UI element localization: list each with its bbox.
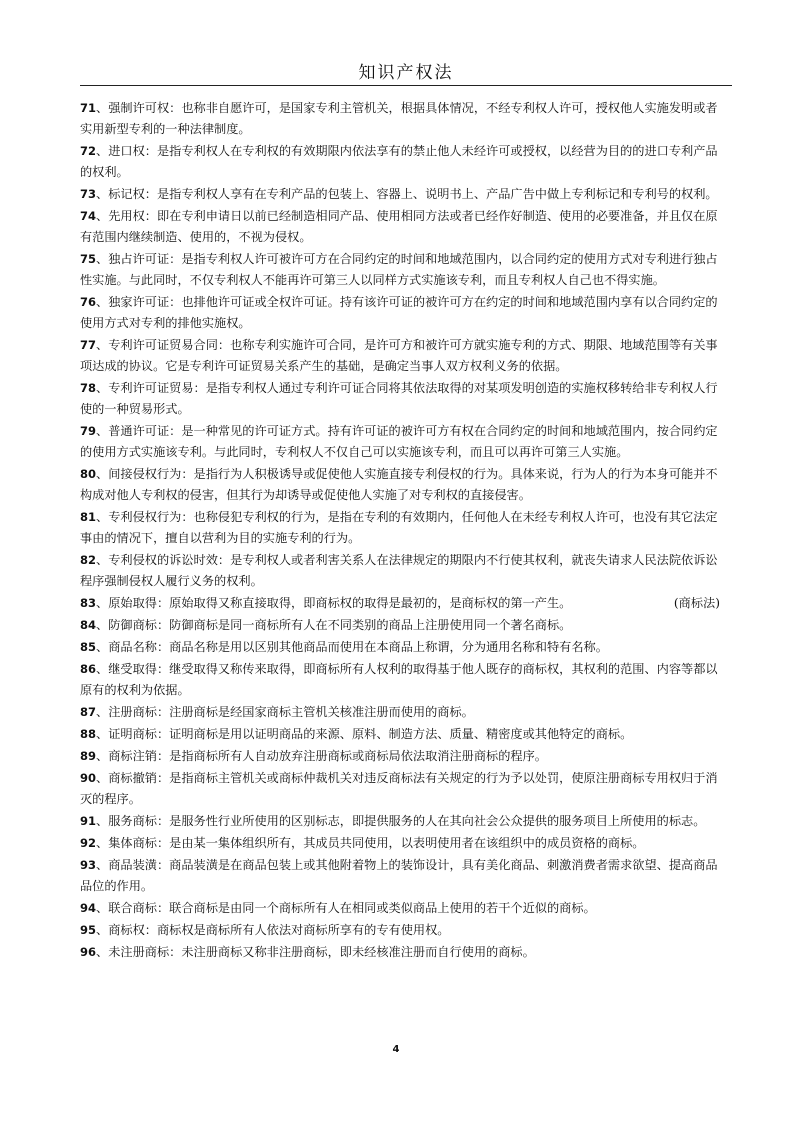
entry-text: 、商标注销：是指商标所有人自动放弃注册商标或商标局依法取消注册商标的程序。 (96, 749, 547, 763)
glossary-entry (80, 746, 720, 767)
entry-number: 96 (80, 945, 97, 959)
glossary-entry (80, 464, 720, 506)
glossary-entry (80, 702, 720, 723)
entry-text: 、继受取得：继受取得又称传来取得，即商标所有人权利的取得基于他人既存的商标权，其权利的范围、内容等都以原有的权利为依据。 (80, 662, 718, 697)
entry-number: 74 (80, 209, 97, 223)
entry-number: 87 (80, 705, 97, 719)
entry-number: 86 (80, 662, 97, 676)
section-tag: (商标法) (673, 596, 720, 610)
entry-text: 、专利许可证贸易：是指专利权人通过专利许可证合同将其依法取得的对某项发明创造的实施权移转给非专利权人行使的一种贸易形式。 (80, 381, 718, 416)
glossary-content (80, 98, 720, 963)
glossary-entry (80, 615, 720, 636)
glossary-entry (80, 637, 720, 658)
entry-number: 92 (80, 836, 97, 850)
entry-number: 91 (80, 814, 97, 828)
entry-text: 、进口权：是指专利权人在专利权的有效期限内依法享有的禁止他人未经许可或授权，以经营为目的的进口专利产品的权利。 (80, 144, 718, 179)
entry-text: 、间接侵权行为：是指行为人积极诱导或促使他人实施直接专利侵权的行为。具体来说，行为人的行为本身可能并不构成对他人专利权的侵害，但其行为却诱导或促使他人实施了对专利权的直接侵害。 (80, 467, 718, 502)
glossary-entry (80, 724, 720, 745)
page-number: 4 (392, 1044, 400, 1055)
entry-text: 、防御商标：防御商标是同一商标所有人在不同类别的商品上注册使用同一个著名商标。 (96, 618, 572, 632)
entry-text: 、服务商标：是服务性行业所使用的区别标志，即提供服务的人在其向社会公众提供的服务项目上所使用的标志。 (96, 814, 706, 828)
entry-text: 、集体商标：是由某一集体组织所有，其成员共同使用，以表明使用者在该组织中的成员资格的商标。 (96, 836, 645, 850)
entry-text: 、普通许可证：是一种常见的许可证方式。持有许可证的被许可方有权在合同约定的时间和地域范围内，按合同约定的使用方式实施该专利。与此同时，专利权人不仅自己可以实施该专利，而且可以再许可第三人实施。 (80, 424, 718, 459)
glossary-entry (80, 507, 720, 549)
entry-text: 、商品名称：商品名称是用以区别其他商品而使用在本商品上称谓，分为通用名称和特有名称。 (96, 640, 608, 654)
entry-number: 93 (80, 858, 97, 872)
entry-text: 、证明商标：证明商标是用以证明商品的来源、原料、制造方法、质量、精密度或其他特定的商标。 (96, 727, 633, 741)
glossary-entry (80, 249, 720, 291)
entry-number: 88 (80, 727, 97, 741)
glossary-entry (80, 98, 720, 140)
entry-text: 、商标撤销：是指商标主管机关或商标仲裁机关对违反商标法有关规定的行为予以处罚，使原注册商标专用权归于消灭的程序。 (80, 771, 718, 806)
entry-text: 、独家许可证：也排他许可证或全权许可证。持有该许可证的被许可方在约定的时间和地域范围内享有以合同约定的使用方式对专利的排他实施权。 (80, 295, 718, 330)
entry-number: 83 (80, 596, 97, 610)
glossary-entry (80, 920, 720, 941)
glossary-entry (80, 942, 720, 963)
entry-number: 90 (80, 771, 97, 785)
entry-number: 73 (80, 187, 97, 201)
glossary-entry (80, 898, 720, 919)
entry-number: 85 (80, 640, 97, 654)
glossary-entry (80, 811, 720, 832)
entry-number: 78 (80, 381, 97, 395)
glossary-entry (80, 550, 720, 592)
entry-number: 75 (80, 252, 97, 266)
entry-number: 81 (80, 510, 97, 524)
entry-text: 、独占许可证：是指专利权人许可被许可方在合同约定的时间和地域范围内，以合同约定的使用方式对专利进行独占性实施。与此同时，不仅专利权人不能再许可第三人以同样方式实施该专利，而且专利权人自己也不得实施。 (80, 252, 718, 287)
entry-number: 79 (80, 424, 97, 438)
glossary-entry (80, 593, 720, 614)
entry-text: 、标记权：是指专利权人享有在专利产品的包装上、容器上、说明书上、产品广告中做上专利标记和专利号的权利。 (96, 187, 718, 201)
entry-number: 94 (80, 901, 97, 915)
entry-text: 、未注册商标：未注册商标又称非注册商标，即未经核准注册而自行使用的商标。 (96, 945, 535, 959)
entry-number: 82 (80, 553, 97, 567)
entry-text: 、联合商标：联合商标是由同一个商标所有人在相同或类似商品上使用的若干个近似的商标。 (96, 901, 596, 915)
page-header (80, 58, 732, 86)
glossary-entry (80, 855, 720, 897)
glossary-entry (80, 141, 720, 183)
glossary-entry (80, 378, 720, 420)
entry-number: 89 (80, 749, 97, 763)
entry-number: 76 (80, 295, 97, 309)
glossary-entry (80, 292, 720, 334)
glossary-entry (80, 184, 720, 205)
entry-text: 、专利侵权行为：也称侵犯专利权的行为，是指在专利的有效期内，任何他人在未经专利权人许可，也没有其它法定事由的情况下，擅自以营利为目的实施专利的行为。 (80, 510, 718, 545)
entry-text: 、注册商标：注册商标是经国家商标主管机关核准注册而使用的商标。 (96, 705, 474, 719)
page-title: 知识产权法 (358, 63, 454, 83)
entry-text: 、先用权：即在专利申请日以前已经制造相同产品、使用相同方法或者已经作好制造、使用的必要准备，并且仅在原有范围内继续制造、使用的，不视为侵权。 (80, 209, 718, 244)
entry-number: 95 (80, 923, 97, 937)
entry-number: 80 (80, 467, 97, 481)
entry-text: 、商标权：商标权是商标所有人依法对商标所享有的专有使用权。 (96, 923, 450, 937)
entry-text: 、专利许可证贸易合同：也称专利实施许可合同，是许可方和被许可方就实施专利的方式、期限、地域范围等有关事项达成的协议。它是专利许可证贸易关系产生的基础，是确定当事人双方权利义务的依据。 (80, 338, 718, 373)
glossary-entry (80, 206, 720, 248)
glossary-entry (80, 768, 720, 810)
glossary-entry (80, 833, 720, 854)
glossary-entry (80, 335, 720, 377)
entry-number: 71 (80, 101, 97, 115)
entry-number: 72 (80, 144, 97, 158)
glossary-entry (80, 659, 720, 701)
entry-number: 77 (80, 338, 97, 352)
glossary-entry (80, 421, 720, 463)
entry-text: 、强制许可权：也称非自愿许可，是国家专利主管机关，根据具体情况，不经专利权人许可，授权他人实施发明或者实用新型专利的一种法律制度。 (80, 101, 718, 136)
entry-text: 、原始取得：原始取得又称直接取得，即商标权的取得是最初的，是商标权的第一产生。 (96, 596, 572, 610)
entry-text: 、商品装潢：商品装潢是在商品包装上或其他附着物上的装饰设计，具有美化商品、刺激消费者需求欲望、提高商品品位的作用。 (80, 858, 718, 893)
entry-number: 84 (80, 618, 97, 632)
entry-text: 、专利侵权的诉讼时效：是专利权人或者利害关系人在法律规定的期限内不行使其权利，就丧失请求人民法院依诉讼程序强制侵权人履行义务的权利。 (80, 553, 718, 588)
